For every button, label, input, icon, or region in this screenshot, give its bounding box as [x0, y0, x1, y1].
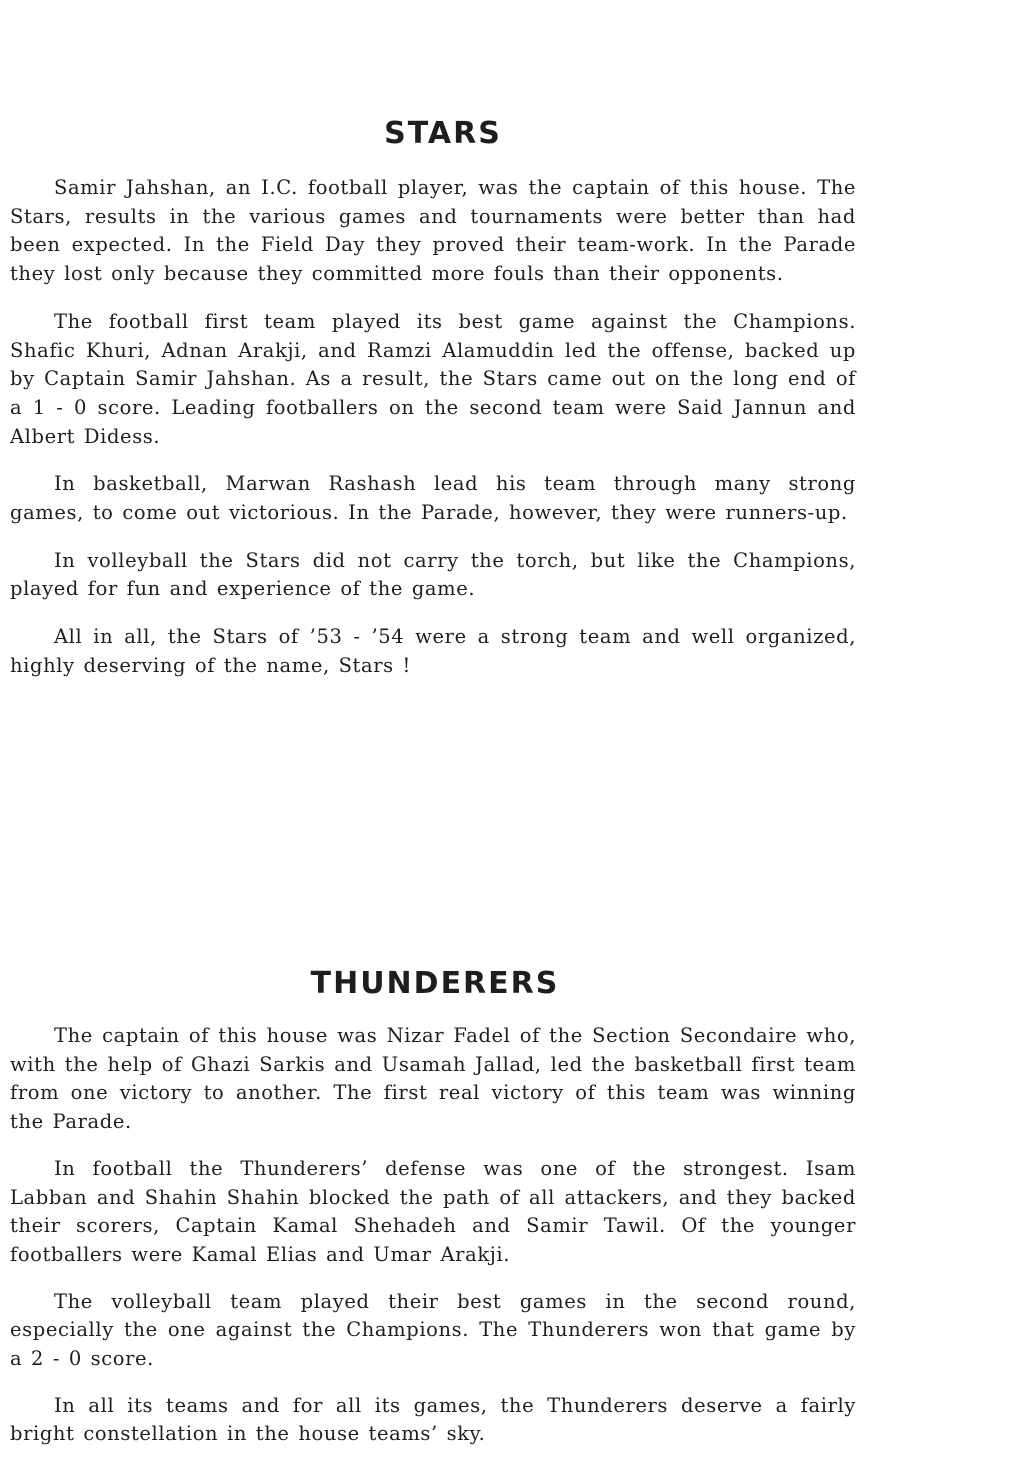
stars-paragraph-1: Samir Jahshan, an I.C. football player, was the captain of this house. The Stars, results in the various games and tournaments were better than had been expected. In the Field Day they proved their team-work. In the Parade they lost only because they committed more fouls than their opponents.: [10, 176, 856, 286]
thunderers-paragraph-3: The volleyball team played their best games in the second round, especially the one against the Champions. The Thunderers won that game by a 2 - 0 score.: [10, 1289, 856, 1371]
thunderers-paragraph-1: The captain of this house was Nizar Fadel of the Section Secondaire who, with the help of Ghazi Sarkis and Usamah Jallad, led the basketball first team from one victory to another. The first real victory of this team was winning the Parade.: [10, 1024, 856, 1134]
thunderers-title: THUNDERERS: [310, 966, 560, 1001]
stars-paragraph-5: All in all, the Stars of ’53 - ’54 were a strong team and well organized, highly deserving of the name, Stars !: [10, 625, 856, 677]
stars-title: STARS: [384, 116, 502, 151]
stars-paragraph-2: The football first team played its best game against the Champions. Shafic Khuri, Adnan Arakji, and Ramzi Alamuddin led the offense, backed up by Captain Samir Jahshan. As a result, the Stars came out on the long end of a 1 - 0 score. Leading footballers on the second team were Said Jannun and Albert Didess.: [10, 309, 856, 448]
thunderers-paragraph-4: In all its teams and for all its games, the Thunderers deserve a fairly bright constellation in the house teams’ sky.: [10, 1393, 856, 1446]
stars-paragraph-4: In volleyball the Stars did not carry the torch, but like the Champions, played for fun and experience of the game.: [10, 548, 856, 601]
stars-section: [10, 112, 856, 700]
thunderers-paragraph-2: In football the Thunderers’ defense was one of the strongest. Isam Labban and Shahin Shahin blocked the path of all attackers, and they backed their scorers, Captain Kamal Shehadeh and Samir Tawil. Of the younger footballers were Kamal Elias and Umar Arakji.: [10, 1156, 856, 1266]
thunderers-section: [10, 962, 856, 1467]
stars-paragraph-3: In basketball, Marwan Rashash lead his team through many strong games, to come out victorious. In the Parade, however, they were runners-up.: [10, 472, 856, 525]
